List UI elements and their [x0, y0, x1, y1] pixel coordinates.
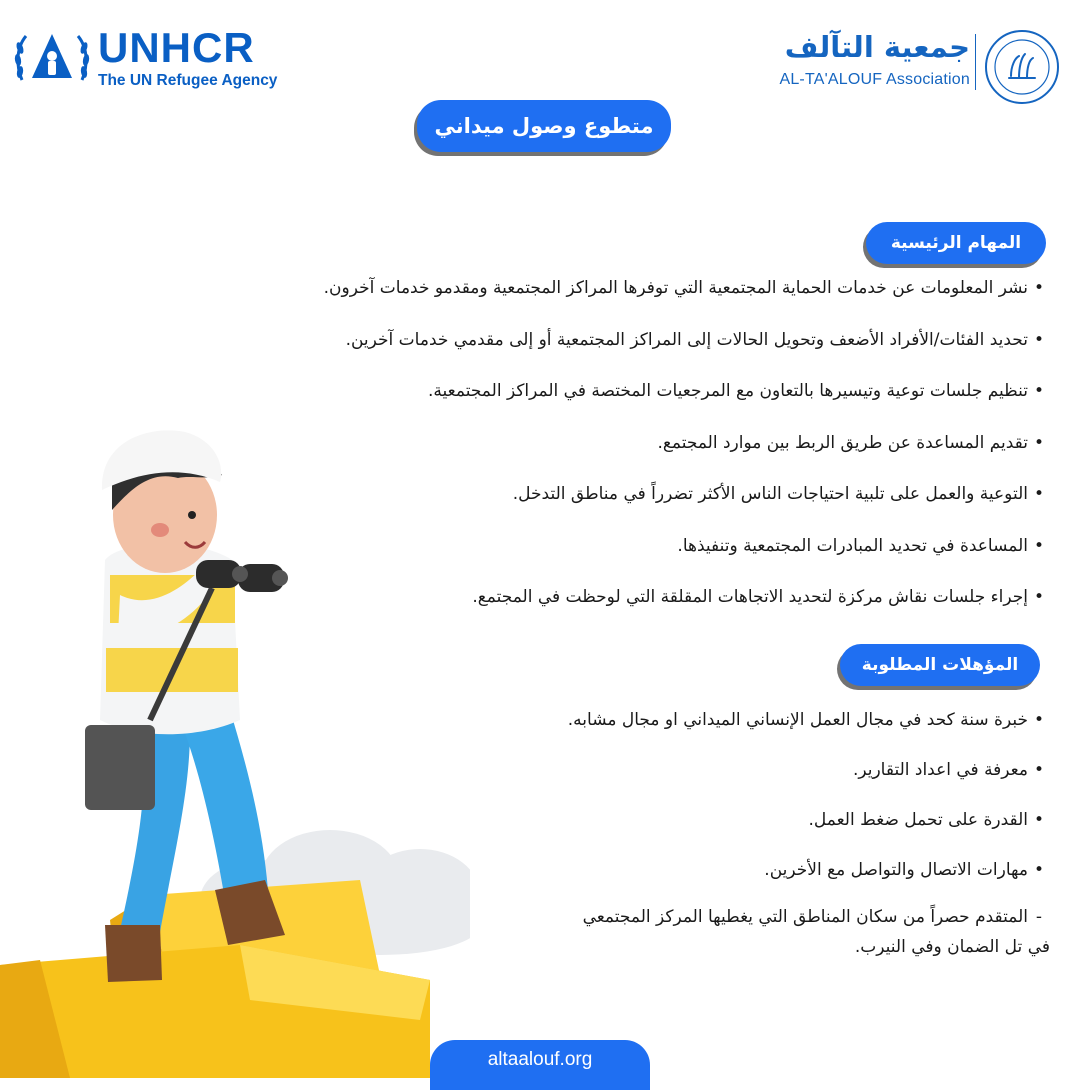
task-text: المساعدة في تحديد المبادرات المجتمعية وتنفيذها.	[677, 535, 1028, 556]
bullet-dot: •	[1033, 810, 1045, 830]
job-title-badge: متطوع وصول ميداني	[417, 100, 671, 152]
qualifications-heading: المؤهلات المطلوبة	[840, 644, 1040, 686]
volunteer-illustration	[0, 420, 470, 1078]
bullet-dot: •	[1033, 432, 1045, 453]
task-text: تحديد الفئات/الأفراد الأضعف وتحويل الحالات إلى المراكز المجتمعية أو إلى مقدمي خدمات آخرين.	[345, 329, 1028, 350]
bullet-dot: •	[1033, 381, 1045, 401]
binoculars-icon	[196, 560, 288, 592]
bullet-dot: •	[1033, 860, 1045, 880]
tasks-heading: المهام الرئيسية	[866, 222, 1046, 264]
qualification-note	[580, 902, 1050, 962]
bullet-dot: •	[1033, 329, 1045, 350]
task-text: تنظيم جلسات توعية وتيسيرها بالتعاون مع المرجعيات المختصة في المراكز المجتمعية.	[428, 381, 1028, 401]
task-text: إجراء جلسات نقاش مركزة لتحديد الاتجاهات المقلقة التي لوحظت في المجتمع.	[472, 587, 1028, 607]
bullet-dot: •	[1033, 710, 1045, 730]
rock-shape	[0, 880, 430, 1078]
qualification-note-text: المتقدم حصراً من سكان المناطق التي يغطيها المركز المجتمعي في تل الضمان وفي النيرب.	[582, 907, 1050, 957]
taalouf-seal-icon	[983, 28, 1061, 106]
qualification-text: القدرة على تحمل ضغط العمل.	[808, 810, 1028, 830]
task-text: نشر المعلومات عن خدمات الحماية المجتمعية التي توفرها المراكز المجتمعية ومقدمو خدمات آخرون.	[323, 278, 1028, 298]
unhcr-title: UNHCR	[98, 24, 255, 71]
taalouf-name-english: AL-TA'ALOUF Association	[779, 71, 970, 88]
bullet-dot: •	[1033, 278, 1045, 298]
unhcr-emblem-icon	[12, 26, 92, 90]
bullet-dash: -	[1035, 907, 1043, 927]
taalouf-name-arabic: جمعية التآلف	[784, 30, 970, 64]
bullet-dot: •	[1033, 760, 1045, 780]
logo-divider	[975, 34, 976, 90]
unhcr-subtitle: The UN Refugee Agency	[98, 72, 278, 89]
bullet-dot: •	[1033, 587, 1045, 607]
website-link[interactable]: altaalouf.org	[487, 1049, 593, 1070]
bullet-dot: •	[1033, 535, 1045, 556]
qualification-text: خبرة سنة كحد في مجال العمل الإنساني الميداني او مجال مشابه.	[567, 710, 1028, 730]
qualification-text: معرفة في اعداد التقارير.	[852, 760, 1028, 780]
task-item	[70, 270, 1050, 322]
task-item	[70, 322, 1050, 374]
unhcr-logo	[12, 24, 302, 94]
task-text: تقديم المساعدة عن طريق الربط بين موارد المجتمع.	[657, 432, 1028, 453]
task-item	[70, 373, 1050, 425]
bullet-dot: •	[1033, 484, 1045, 504]
qualification-text: مهارات الاتصال والتواصل مع الأخرين.	[764, 860, 1028, 880]
task-text: التوعية والعمل على تلبية احتياجات الناس الأكثر تضرراً في مناطق التدخل.	[512, 484, 1028, 504]
